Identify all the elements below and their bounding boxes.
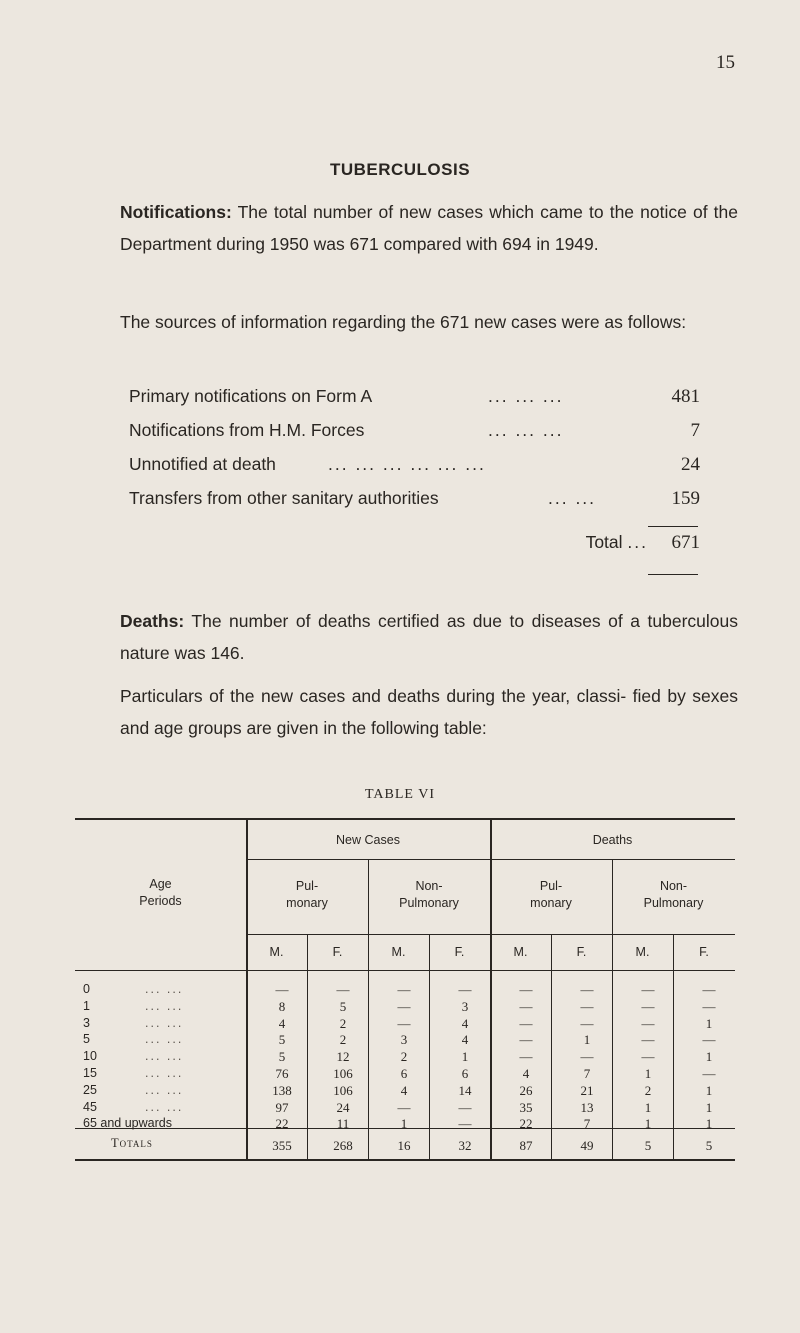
table-title: TABLE VI (364, 787, 435, 802)
table-cell: 1 (705, 1082, 713, 1098)
totals-label: Totals (111, 1136, 153, 1150)
table-cell: 138 (272, 1082, 292, 1098)
source-row (120, 454, 740, 488)
leader-dots: ... ... (145, 1049, 184, 1064)
table-cell: 13 (580, 1099, 594, 1115)
sex-f-header: F. (332, 945, 343, 959)
age-period (83, 1116, 172, 1130)
source-value: 159 (671, 488, 700, 509)
age-label: 45 (83, 1099, 97, 1114)
table-cell: 3 (400, 1032, 408, 1048)
age-label: 3 (83, 1015, 90, 1030)
age-period (83, 1082, 184, 1097)
table-cell: — (702, 1032, 716, 1048)
sex-m-header: M. (513, 945, 528, 959)
new-cases-header: New Cases (336, 833, 400, 847)
age-divider (246, 818, 248, 1161)
table-cell: 2 (400, 1049, 408, 1065)
table-cell: — (275, 982, 289, 997)
table-cell: 22 (275, 1116, 289, 1132)
notifications-paragraph (120, 196, 738, 260)
table-cell: — (580, 982, 594, 997)
table-cell: — (702, 998, 716, 1014)
table-cell: — (580, 1015, 594, 1031)
age-label: 10 (83, 1049, 97, 1064)
sex-m-header: M. (269, 945, 284, 959)
source-label: Notifications from H.M. Forces (129, 420, 365, 440)
notifications-label: Notifications: (120, 202, 232, 222)
table-cell: 21 (580, 1082, 594, 1098)
age-period (83, 1015, 184, 1030)
table-cell: 2 (644, 1082, 652, 1098)
leader-dots: ... ... (145, 982, 184, 996)
table-cell: 4 (461, 1032, 469, 1048)
section-title: TUBERCULOSIS (329, 160, 471, 179)
table-cell: 6 (400, 1066, 408, 1081)
column-divider (429, 935, 430, 1159)
sex-m-header: M. (635, 945, 650, 959)
column-divider (673, 935, 674, 1159)
header-bottom-rule (75, 970, 735, 971)
total-rule (648, 574, 698, 575)
table-cell: — (458, 982, 472, 997)
total-label: Total ... (585, 532, 648, 552)
table-bottom-rule (75, 1159, 735, 1161)
deaths-paragraph (120, 605, 738, 669)
table-cell: 5 (278, 1049, 286, 1065)
deaths-label: Deaths: (120, 611, 185, 631)
table-cell: 5 (339, 998, 347, 1014)
source-row (120, 386, 740, 420)
table-cell: 4 (400, 1082, 408, 1098)
sex-f-header: F. (699, 945, 709, 959)
group-divider (490, 818, 492, 1161)
total-cell: 49 (580, 1138, 594, 1153)
table-cell: 6 (461, 1066, 469, 1081)
table-cell: — (519, 1049, 533, 1065)
table-cell: 1 (644, 1116, 652, 1132)
age-header: Age Periods (139, 877, 182, 908)
table-cell: 26 (519, 1082, 533, 1098)
total-cell: 355 (272, 1138, 292, 1153)
table-top-rule (75, 818, 735, 820)
pulmonary-header: Pul- monary (286, 879, 328, 910)
table-cell: 8 (278, 998, 286, 1014)
source-value: 24 (681, 454, 700, 475)
age-period (83, 982, 184, 996)
table-cell: 7 (583, 1066, 591, 1081)
table-cell: 4 (522, 1066, 530, 1081)
total-cell: 87 (519, 1138, 533, 1153)
table-cell: — (397, 1015, 411, 1031)
non-pulmonary-header: Non- Pulmonary (399, 879, 459, 910)
table-cell: 24 (336, 1099, 350, 1115)
table-cell: — (641, 1015, 655, 1031)
leader-dots: ... ... (145, 1032, 184, 1047)
leader-dots: ... ... (145, 998, 184, 1013)
table-cell: 3 (461, 998, 469, 1014)
leader-dots: ... ... (145, 1099, 184, 1114)
page-number: 15 (716, 52, 735, 73)
table-cell: — (519, 982, 533, 997)
source-label: Transfers from other sanitary authorities (129, 488, 439, 508)
table-cell: 1 (705, 1049, 713, 1065)
sex-f-header: F. (576, 945, 587, 959)
table-cell: 1 (644, 1099, 652, 1115)
table-cell: — (336, 982, 350, 997)
table-cell: — (519, 1032, 533, 1048)
table-cell: — (580, 1049, 594, 1065)
table-cell: — (458, 1116, 472, 1132)
age-label: 0 (83, 982, 90, 996)
table-cell: — (641, 998, 655, 1014)
deaths-header: Deaths (592, 833, 633, 847)
leader-dots: ... ... (548, 488, 597, 508)
age-period (83, 1099, 184, 1114)
table-cell: — (519, 998, 533, 1014)
source-label: Primary notifications on Form A (129, 386, 373, 406)
table-cell: — (641, 1049, 655, 1065)
table-cell: 4 (278, 1015, 286, 1031)
table-cell: 2 (339, 1032, 347, 1048)
column-divider (551, 935, 552, 1159)
table-cell: 7 (583, 1116, 591, 1132)
age-period (83, 1066, 184, 1080)
sex-m-header: M. (391, 945, 406, 959)
table-cell: 22 (519, 1116, 533, 1132)
table-cell: 4 (461, 1015, 469, 1031)
particulars-paragraph: Particulars of the new cases and deaths during the year, classi- fied by sexes and age groups are given in the following table: (120, 686, 738, 738)
source-label: Unnotified at death (129, 454, 276, 474)
table-cell: 1 (705, 1116, 713, 1132)
source-row (120, 488, 740, 522)
total-cell: 5 (644, 1138, 652, 1153)
table-cell: 5 (278, 1032, 286, 1048)
pulmonary-header: Pul- monary (530, 879, 572, 910)
total-cell: 268 (333, 1138, 353, 1153)
table-cell: — (519, 1015, 533, 1031)
table-cell: 76 (275, 1066, 289, 1081)
table-cell: 1 (705, 1099, 713, 1115)
total-cell: 32 (458, 1138, 472, 1153)
deaths-text: The number of deaths certified as due to diseases of a tuberculous nature was 146. (120, 611, 738, 663)
table-cell: 97 (275, 1099, 289, 1115)
table-cell: 14 (458, 1082, 472, 1098)
total-cell: 5 (705, 1138, 713, 1153)
age-label: 25 (83, 1082, 97, 1097)
table-cell: — (397, 1099, 411, 1115)
table-cell: — (702, 1066, 716, 1081)
age-label: 5 (83, 1032, 90, 1047)
leader-dots: ... ... (145, 1066, 184, 1080)
table-cell: — (641, 1032, 655, 1048)
source-row (120, 420, 740, 454)
table-cell: 2 (339, 1015, 347, 1031)
age-period (83, 1049, 184, 1064)
table-cell: — (397, 982, 411, 997)
table-cell: — (702, 982, 716, 997)
leader-dots: ... ... (145, 1082, 184, 1097)
table-cell: — (580, 998, 594, 1014)
age-period (83, 998, 184, 1013)
table-cell: 1 (583, 1032, 591, 1048)
table-cell: 35 (519, 1099, 533, 1115)
table-cell: — (397, 998, 411, 1014)
notifications-text: The total number of new cases which came to the notice of the Department during 1950 was 671 compared with 694 in 1949. (120, 202, 738, 254)
table-cell: 1 (644, 1066, 652, 1081)
column-divider (307, 935, 308, 1159)
leader-dots: ... ... ... ... ... ... (328, 454, 486, 474)
leader-dots: ... ... ... (488, 386, 564, 406)
age-period (83, 1032, 184, 1047)
sources-intro: The sources of information regarding the 671 new cases were as follows: (120, 312, 687, 332)
total-row (120, 532, 740, 566)
table-cell: 11 (336, 1116, 350, 1132)
sum-rule (648, 526, 698, 527)
source-value: 7 (690, 420, 700, 441)
data-table (75, 818, 735, 1161)
total-cell: 16 (397, 1138, 411, 1153)
total-value: 671 (671, 532, 700, 553)
age-label: 1 (83, 998, 90, 1013)
sources-list (120, 386, 740, 566)
table-cell: 12 (336, 1049, 350, 1065)
age-label: 65 and upwards (83, 1116, 172, 1131)
leader-dots: ... ... (145, 1015, 184, 1030)
table-cell: 1 (400, 1116, 408, 1132)
table-cell: — (458, 1099, 472, 1115)
source-value: 481 (671, 386, 700, 407)
table-cell: 106 (333, 1082, 353, 1098)
age-label: 15 (83, 1066, 97, 1080)
non-pulmonary-header: Non- Pulmonary (643, 879, 704, 910)
table-cell: — (641, 982, 655, 997)
leader-dots: ... ... ... (488, 420, 564, 440)
sex-f-header: F. (454, 945, 465, 959)
table-cell: 1 (705, 1015, 713, 1031)
table-cell: 106 (333, 1066, 353, 1081)
table-cell: 1 (461, 1049, 469, 1065)
